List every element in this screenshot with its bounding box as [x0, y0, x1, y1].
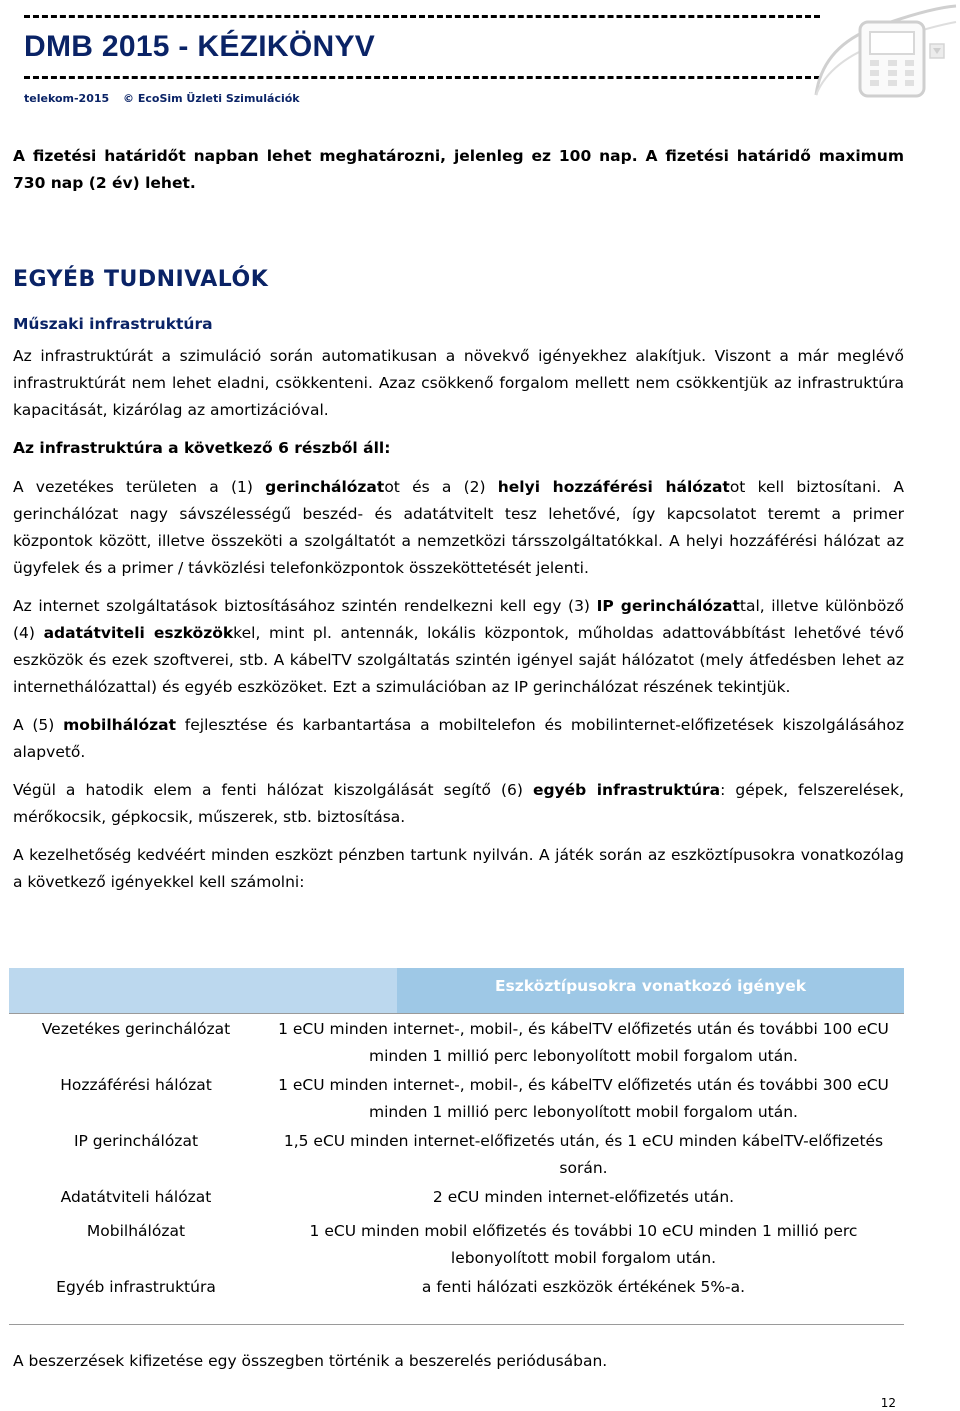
table-header-band: [9, 968, 904, 1013]
section-title: EGYÉB TUDNIVALÓK: [13, 267, 269, 292]
header-right-sub: EcoSim Üzleti Szimulációk: [137, 92, 300, 105]
paragraph-5: Végül a hatodik elem a fenti hálózat kiszolgálását segítő (6) egyéb infrastruktúra: gépek, felszerelések, mérőkocsik, gépkocsik, műszerek, stb. biztosítása.: [13, 781, 904, 826]
table-row-name: Hozzáférési hálózat: [60, 1076, 212, 1094]
requirements-table: [0, 968, 960, 1325]
closing-sentence: A beszerzések kifizetése egy összegben történik a beszerelés periódusában.: [13, 1352, 608, 1370]
header-rule-top: [24, 15, 820, 18]
requirements-rows: [9, 1016, 904, 1302]
table-row-value: 1,5 eCU minden internet-előfizetés után, és 1 eCU minden kábelTV-előfizetés során.: [283, 1132, 884, 1177]
paragraph-2: A vezetékes területen a (1) gerinchálózatot és a (2) helyi hozzáférési hálózatot kell biztosítani. A gerinchálózat nagy sávszélességű beszéd- és adatátvitelt tesz lehetővé, így kapcsolatot teremt a primer központok között, illetve összeköti a szolgáltatót a nemzetközi társszolgáltatókkal. A helyi hozzáférési hálózat az ügyfelek és a primer / távközlési telefonközpontok összeköttetését jelenti.: [13, 478, 905, 577]
table-row-name: Mobilhálózat: [86, 1222, 186, 1240]
header-subtitle: [24, 92, 300, 105]
table-header: Eszköztípusokra vonatkozó igények: [397, 968, 904, 1013]
table-row-name: IP gerinchálózat: [73, 1132, 199, 1150]
table-row-value: 2 eCU minden internet-előfizetés után.: [432, 1188, 735, 1206]
table-row-value: 1 eCU minden mobil előfizetés és további 10 eCU minden 1 millió perc lebonyolított mobil forgalom után.: [309, 1222, 858, 1267]
table-row-value: 1 eCU minden internet-, mobil-, és kábelTV előfizetés után és további 100 eCU minden 1 millió perc lebonyolított mobil forgalom után.: [278, 1020, 889, 1065]
table-row-name: Vezetékes gerinchálózat: [41, 1020, 231, 1038]
table-row: [9, 1184, 904, 1216]
header-left-sub: telekom-2015: [24, 92, 110, 105]
table-row: [9, 1274, 904, 1303]
page-number: 12: [880, 1396, 896, 1410]
intro-paragraph: A fizetési határidőt napban lehet meghatározni, jelenleg ez 100 nap. A fizetési határidő maximum 730 nap (2 év) lehet.: [13, 147, 904, 192]
phone-logo-icon: [808, 0, 958, 100]
table-row-name: Egyéb infrastruktúra: [56, 1278, 216, 1296]
table-row: [9, 1016, 904, 1072]
paragraph-1: Az infrastruktúrát a szimuláció során automatikusan a növekvő igényekhez alakítjuk. Viszont a már meglévő infrastruktúrát nem lehet eladni, csökkenteni. Azaz csökkenő forgalom mellett nem csökkentjük az infrastruktúra kapacitását, kizárólag az amortizációval.: [13, 347, 904, 419]
table-row: [9, 1128, 904, 1184]
copyright-symbol: ©: [123, 92, 135, 105]
table-row-value: 1 eCU minden internet-, mobil-, és kábelTV előfizetés után és további 300 eCU minden 1 millió perc lebonyolított mobil forgalom után.: [278, 1076, 889, 1121]
table-row: [9, 1072, 904, 1128]
document-body: [13, 143, 904, 896]
section-subtitle: Műszaki infrastruktúra: [13, 315, 213, 333]
paragraph-4: A (5) mobilhálózat fejlesztése és karbantartása a mobiltelefon és mobilinternet-előfizetések kiszolgálásához alapvető.: [13, 716, 904, 761]
table-row-name: Adatátviteli hálózat: [60, 1188, 212, 1206]
table-divider: [9, 1013, 904, 1014]
paragraph-6: A kezelhetőség kedvéért minden eszközt pénzben tartunk nyilván. A játék során az eszköztípusokra vonatkozólag a következő igényekkel kell számolni:: [13, 846, 904, 891]
table-row: [9, 1215, 904, 1274]
document-title: DMB 2015 - KÉZIKÖNYV: [24, 30, 376, 63]
lead-paragraph: Az infrastruktúra a következő 6 részből áll:: [13, 439, 391, 457]
table-bottom-divider: [9, 1324, 904, 1325]
paragraph-3: Az internet szolgáltatások biztosításához szintén rendelkezni kell egy (3) IP gerinchálózattal, illetve különböző (4) adatátviteli eszközökkel, mint pl. antennák, lokális központok, műholdas adattovábbítást lehetővé tévő eszközök és ezek szoftverei, stb. A kábelTV szolgáltatás szintén igényel saját hálózatot (mely átfedésben lehet az internethálózattal) és egyéb eszközöket. Ezt a szimulációban az IP gerinchálózat részének tekintjük.: [13, 597, 904, 696]
header-rule-bottom: [24, 76, 820, 79]
table-row-value: a fenti hálózati eszközök értékének 5%-a.: [421, 1278, 746, 1296]
